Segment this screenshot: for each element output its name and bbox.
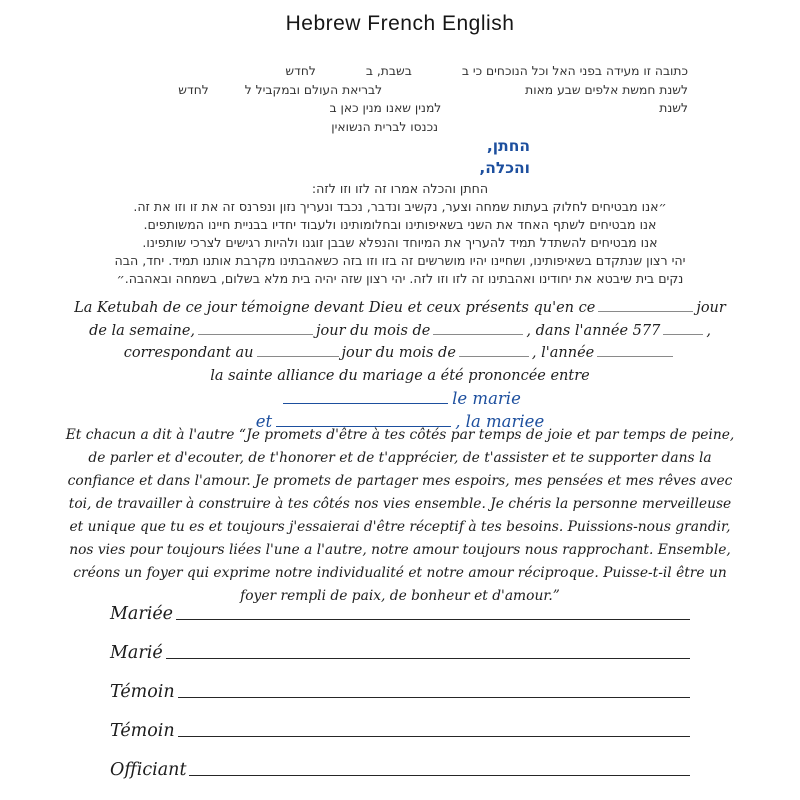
- signature-line: [178, 697, 690, 698]
- fill-blank: [459, 344, 529, 357]
- fill-blank: [663, 322, 703, 335]
- signature-row-witness-2: [110, 714, 690, 741]
- french-text: la sainte alliance du mariage a été prononcée entre: [210, 367, 590, 384]
- document-title: Hebrew French English: [285, 12, 515, 35]
- hebrew-date-line-1: [110, 62, 688, 81]
- hebrew-vow-line: אנו מבטיחים לשתף האחד את השני בשאיפותינו ובחלומותינו ולעבוד יחדיו בבניית חיינו המשותפים.: [143, 217, 657, 232]
- fill-blank: [598, 299, 693, 312]
- signature-row-officiant: [110, 753, 690, 780]
- bride-label-french: , la mariee: [455, 412, 545, 431]
- signature-line: [189, 775, 690, 776]
- french-declaration-line-4: [0, 365, 800, 388]
- signature-block: [110, 597, 690, 792]
- groom-title-hebrew-line: [110, 136, 688, 158]
- french-text: jour du mois de: [316, 322, 431, 339]
- french-declaration-line-2: [0, 320, 800, 343]
- french-vow-line: toi, de travailler à construire à tes côtés nos vies ensemble. Je chéris la personne merveilleuse: [68, 496, 732, 512]
- hebrew-date-text: לבריאת העולם ובמקביל ל: [244, 82, 383, 97]
- hebrew-vow-line: החתן והכלה אמרו זה לזו וזו לזה:: [311, 181, 489, 196]
- hebrew-date-text: לשנת: [659, 101, 688, 115]
- fill-blank: [433, 322, 523, 335]
- groom-name-line: [0, 387, 800, 410]
- french-vows-paragraph: [0, 424, 800, 608]
- french-vow-line: foyer rempli de paix, de bonheur et d'amour.”: [240, 588, 560, 604]
- hebrew-date-text: לחדש: [178, 82, 209, 97]
- french-declaration-line-1: [0, 297, 800, 320]
- french-vow-line: de parler et d'ecouter, de t'honorer et de t'apprécier, de t'assister et te supporter dans la: [88, 450, 712, 466]
- signature-label: Témoin: [110, 721, 175, 741]
- french-text: correspondant au: [123, 345, 254, 361]
- signature-label: Témoin: [110, 682, 175, 702]
- hebrew-date-text: לשנת חמשת אלפים שבע מאות: [525, 82, 688, 97]
- signature-row-witness-1: [110, 675, 690, 702]
- hebrew-date-line-4: [110, 118, 688, 137]
- hebrew-vow-line: יהי רצון שנתקדם בשאיפותינו, ושחיינו יהיו מושרשים זה בזו וזו בזה כשאהבתינו מקרבת אותנו תמיד. יחד, הבה: [114, 253, 686, 268]
- french-text: de la semaine,: [89, 322, 196, 339]
- french-text: jour du mois de: [341, 345, 456, 361]
- hebrew-date-text: לחדש: [285, 64, 316, 78]
- signature-line: [166, 658, 690, 659]
- fill-blank: [597, 344, 673, 357]
- hebrew-date-block: [110, 62, 688, 179]
- hebrew-vows-paragraph: [0, 180, 800, 288]
- signature-label: Officiant: [110, 760, 187, 780]
- french-vow-line: créons un foyer qui exprime notre individualité et notre amour réciproque. Puisse-t-il être un: [73, 565, 727, 581]
- french-text: ,: [706, 322, 711, 339]
- fill-blank: [257, 344, 339, 357]
- signature-line: [178, 736, 690, 737]
- groom-word-hebrew: החתן,: [486, 137, 530, 155]
- french-text: , dans l'année 577: [526, 322, 661, 339]
- groom-name-blank: [283, 391, 448, 404]
- signature-row-groom: [110, 636, 690, 663]
- signature-line: [176, 619, 690, 620]
- hebrew-vow-line: אנו מבטיחים להשתדל תמיד להעריך את המיוחד והנפלא שבבן זוגנו ולהיות רגישים לצרכי שותפינו.: [142, 235, 658, 250]
- hebrew-date-text: למנין שאנו מנין כאן ב: [329, 101, 442, 115]
- signature-label: Marié: [110, 643, 163, 663]
- french-declaration-block: [0, 297, 800, 433]
- french-vow-line: et unique que tu es et toujours j'essaierai d'être réceptif à tes besoins. Puissions-nous grandir,: [69, 519, 731, 535]
- hebrew-date-text: כתובה זו מעידה בפני האל וכל הנוכחים כי ב: [461, 64, 688, 78]
- hebrew-date-text: נכנסו לברית הנשואין: [331, 119, 438, 134]
- bride-prefix: et: [255, 412, 273, 431]
- bride-title-hebrew-line: [110, 158, 688, 180]
- signature-label: Mariée: [110, 604, 174, 624]
- french-vow-line: Et chacun a dit à l'autre “Je promets d'être à tes côtés par temps de joie et par temps de peine,: [65, 427, 735, 443]
- french-declaration-line-3: [0, 342, 800, 365]
- french-vow-line: confiance et dans l'amour. Je promets de partager mes espoirs, mes pensées et mes rêves avec: [67, 473, 733, 489]
- bride-word-hebrew: והכלה,: [479, 158, 530, 177]
- hebrew-date-text: בשבת, ב: [365, 64, 412, 78]
- fill-blank: [198, 322, 313, 335]
- hebrew-date-line-3: [110, 99, 688, 118]
- hebrew-vow-line: ״אנו מבטיחים לחלוק בעתות שמחה וצער, נקשיב ונדבר, נכבד ונעריך נזון ונפרנס זה את זו וזו את זה.: [133, 199, 667, 214]
- french-text: La Ketubah de ce jour témoigne devant Dieu et ceux présents qu'en ce: [74, 300, 596, 316]
- groom-label-french: le marie: [452, 389, 521, 408]
- french-vow-line: nos vies pour toujours liées l'une a l'autre, notre amour toujours nous rapprochant. Ensemble,: [69, 542, 731, 558]
- french-text: jour: [696, 300, 726, 316]
- french-text: , l'année: [531, 345, 595, 361]
- signature-row-bride: [110, 597, 690, 624]
- hebrew-vow-line: נקים בית שיבטא את יחודינו ואהבתינו זה לזו וזו לזה. יהי רצון שזה יהיה בית מלא בשלום, בשמחה ובאהבה.״: [116, 271, 684, 286]
- hebrew-date-line-2: [110, 81, 688, 100]
